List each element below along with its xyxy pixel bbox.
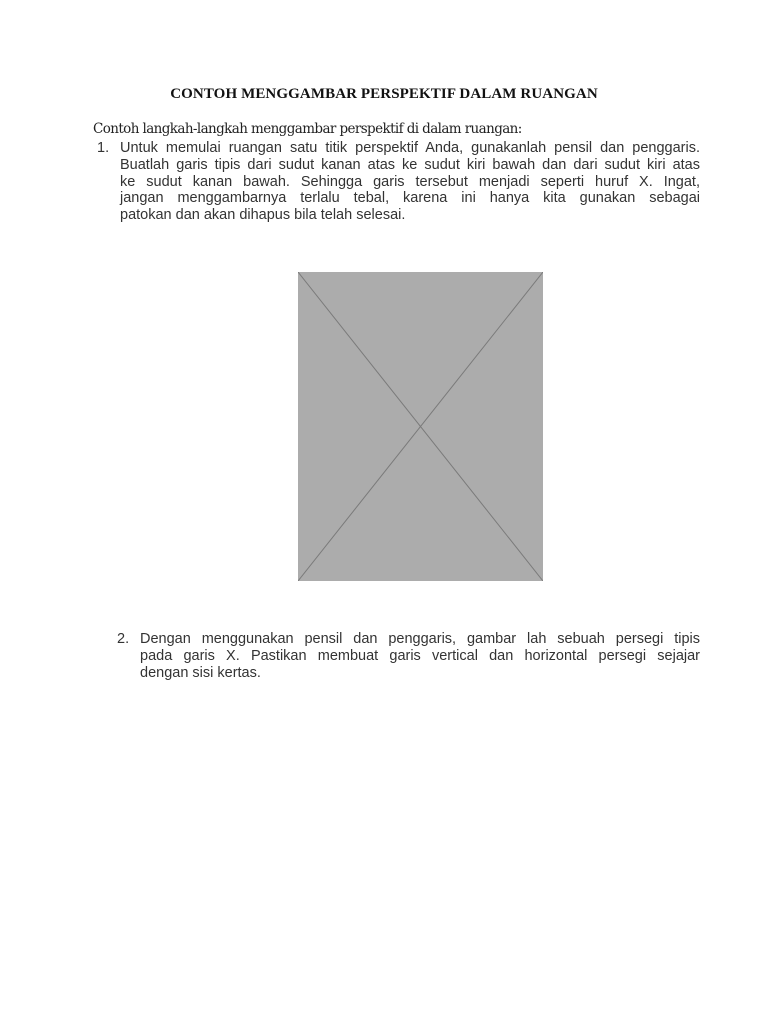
- step-1-text: [120, 140, 700, 224]
- step-2-line: pada garis X. Pastikan membuat garis vertical dan horizontal persegi sejajar: [140, 647, 700, 664]
- step-2-text: [140, 631, 700, 681]
- step-1-line: Buatlah garis tipis dari sudut kanan atas ke sudut kiri bawah dan dari sudut kiri atas: [120, 156, 700, 173]
- step-1-line: ke sudut kanan bawah. Sehingga garis tersebut menjadi seperti huruf X. Ingat,: [120, 173, 700, 190]
- step-1-number: 1.: [97, 140, 110, 156]
- intro-text: Contoh langkah-langkah menggambar perspektif di dalam ruangan:: [93, 121, 522, 137]
- document-title: CONTOH MENGGAMBAR PERSPEKTIF DALAM RUANGAN: [170, 86, 598, 102]
- step-1-line: patokan dan akan dihapus bila telah selesai.: [120, 207, 406, 224]
- step-2-line: Dengan menggunakan pensil dan penggaris, gambar lah sebuah persegi tipis: [140, 631, 700, 647]
- step-2-line: dengan sisi kertas.: [140, 664, 261, 681]
- step-2-number: 2.: [117, 631, 130, 647]
- step-1-line: Untuk memulai ruangan satu titik perspektif Anda, gunakanlah pensil dan penggaris.: [120, 140, 700, 156]
- step-1-line: jangan menggambarnya terlalu tebal, karena ini hanya kita gunakan sebagai: [120, 190, 700, 207]
- x-diagram-figure: [298, 272, 543, 581]
